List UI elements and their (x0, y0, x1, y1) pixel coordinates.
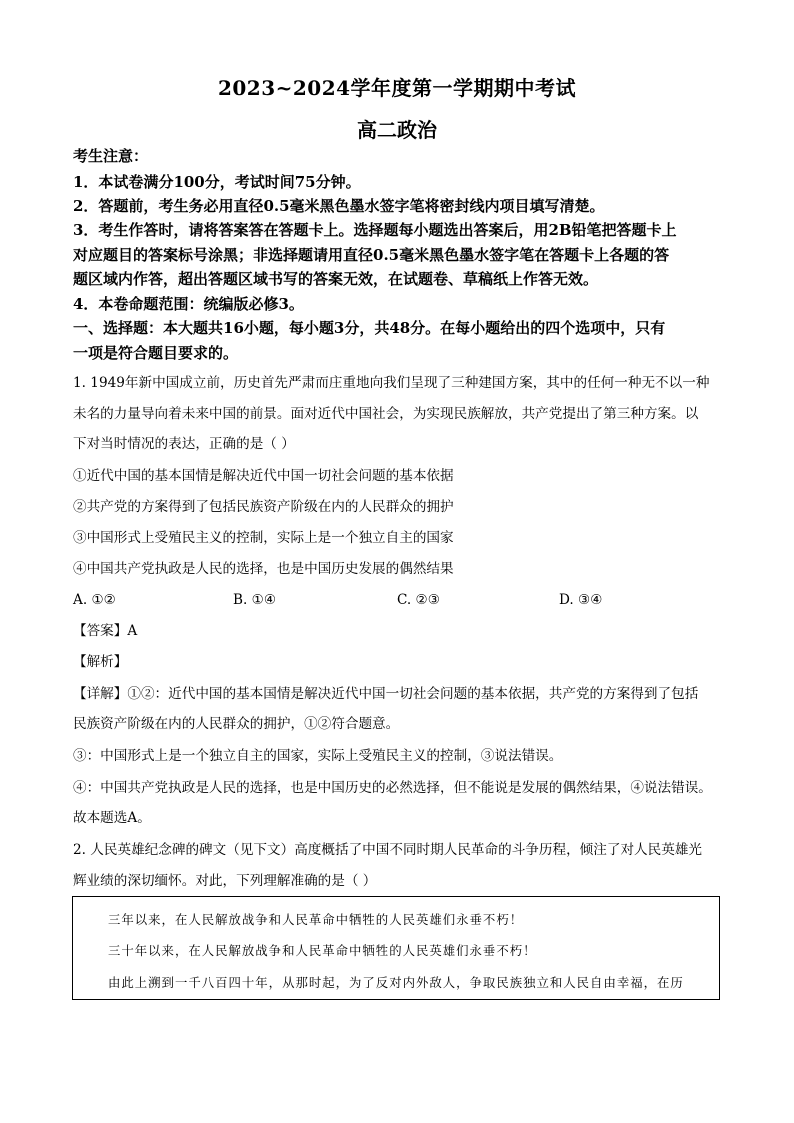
notice-heading: 考生注意： (73, 147, 149, 165)
answer: 【答案】A (73, 623, 138, 639)
notice-item: 对应题目的答案标号涂黑；非选择题请用直径0.5毫米黑色墨水签字笔在答题卡上各题的答 (73, 246, 670, 264)
question-1-statement: ④中国共产党执政是人民的选择，也是中国历史发展的偶然结果 (73, 561, 454, 577)
analysis-line: 民族资产阶级在内的人民群众的拥护，①②符合题意。 (73, 716, 400, 732)
option-c: C. ②③ (397, 592, 440, 608)
inscription-line: 由此上溯到一千八百四十年，从那时起，为了反对内外敌人，争取民族独立和人民自由幸福，在历 (108, 975, 684, 990)
question-1-stem: 1. 1949年新中国成立前，历史首先严肃而庄重地向我们呈现了三种建国方案，其中的任何一种无不以一种 (73, 375, 710, 391)
question-2-stem: 辉业绩的深切缅怀。对此，下列理解准确的是（ ） (73, 873, 377, 889)
notice-item: 2．答题前，考生务必用直径0.5毫米黑色墨水签字笔将密封线内项目填写清楚。 (73, 197, 605, 215)
exam-subject: 高二政治 (357, 118, 437, 142)
question-1-stem: 未名的力量导向着未来中国的前景。面对近代中国社会，为实现民族解放，共产党提出了第三种方案。以 (73, 406, 699, 422)
question-1-statement: ①近代中国的基本国情是解决近代中国一切社会问题的基本依据 (73, 468, 454, 484)
notice-item: 4．本卷命题范围：统编版必修3。 (73, 295, 304, 313)
analysis-line: 【详解】①②：近代中国的基本国情是解决近代中国一切社会问题的基本依据，共产党的方案得到了包括 (73, 686, 699, 702)
question-2-stem: 2. 人民英雄纪念碑的碑文（见下文）高度概括了中国不同时期人民革命的斗争历程，倾注了对人民英雄光 (73, 842, 703, 858)
analysis-line: 故本题选A。 (73, 810, 151, 826)
section-heading: 一项是符合题目要求的。 (73, 344, 239, 362)
analysis-line: ④：中国共产党执政是人民的选择，也是中国历史的必然选择，但不能说是发展的偶然结果，④说法错误。 (73, 780, 712, 796)
exam-title: 2023~2024学年度第一学期期中考试 (217, 76, 577, 100)
analysis-label: 【解析】 (73, 654, 128, 670)
section-heading: 一、选择题：本大题共16小题，每小题3分，共48分。在每小题给出的四个选项中，只有 (73, 319, 666, 337)
notice-item: 3．考生作答时，请将答案答在答题卡上。选择题每小题选出答案后，用2B铅笔把答题卡上 (73, 221, 677, 239)
option-b: B. ①④ (233, 592, 277, 608)
inscription-box (72, 896, 720, 1000)
question-1-stem: 下对当时情况的表达，正确的是（ ） (73, 436, 295, 452)
notice-item: 题区域内作答，超出答题区域书写的答案无效，在试题卷、草稿纸上作答无效。 (73, 270, 599, 288)
notice-item: 1．本试卷满分100分，考试时间75分钟。 (73, 173, 361, 191)
inscription-line: 三年以来，在人民解放战争和人民革命中牺牲的人民英雄们永垂不朽！ (108, 912, 524, 927)
option-a: A. ①② (73, 592, 116, 608)
analysis-line: ③：中国形式上是一个独立自主的国家，实际上受殖民主义的控制，③说法错误。 (73, 748, 563, 764)
question-1-statement: ③中国形式上受殖民主义的控制，实际上是一个独立自主的国家 (73, 530, 454, 546)
question-1-statement: ②共产党的方案得到了包括民族资产阶级在内的人民群众的拥护 (73, 499, 454, 515)
inscription-line: 三十年以来，在人民解放战争和人民革命中牺牲的人民英雄们永垂不朽！ (108, 943, 537, 958)
option-d: D. ③④ (559, 592, 603, 608)
